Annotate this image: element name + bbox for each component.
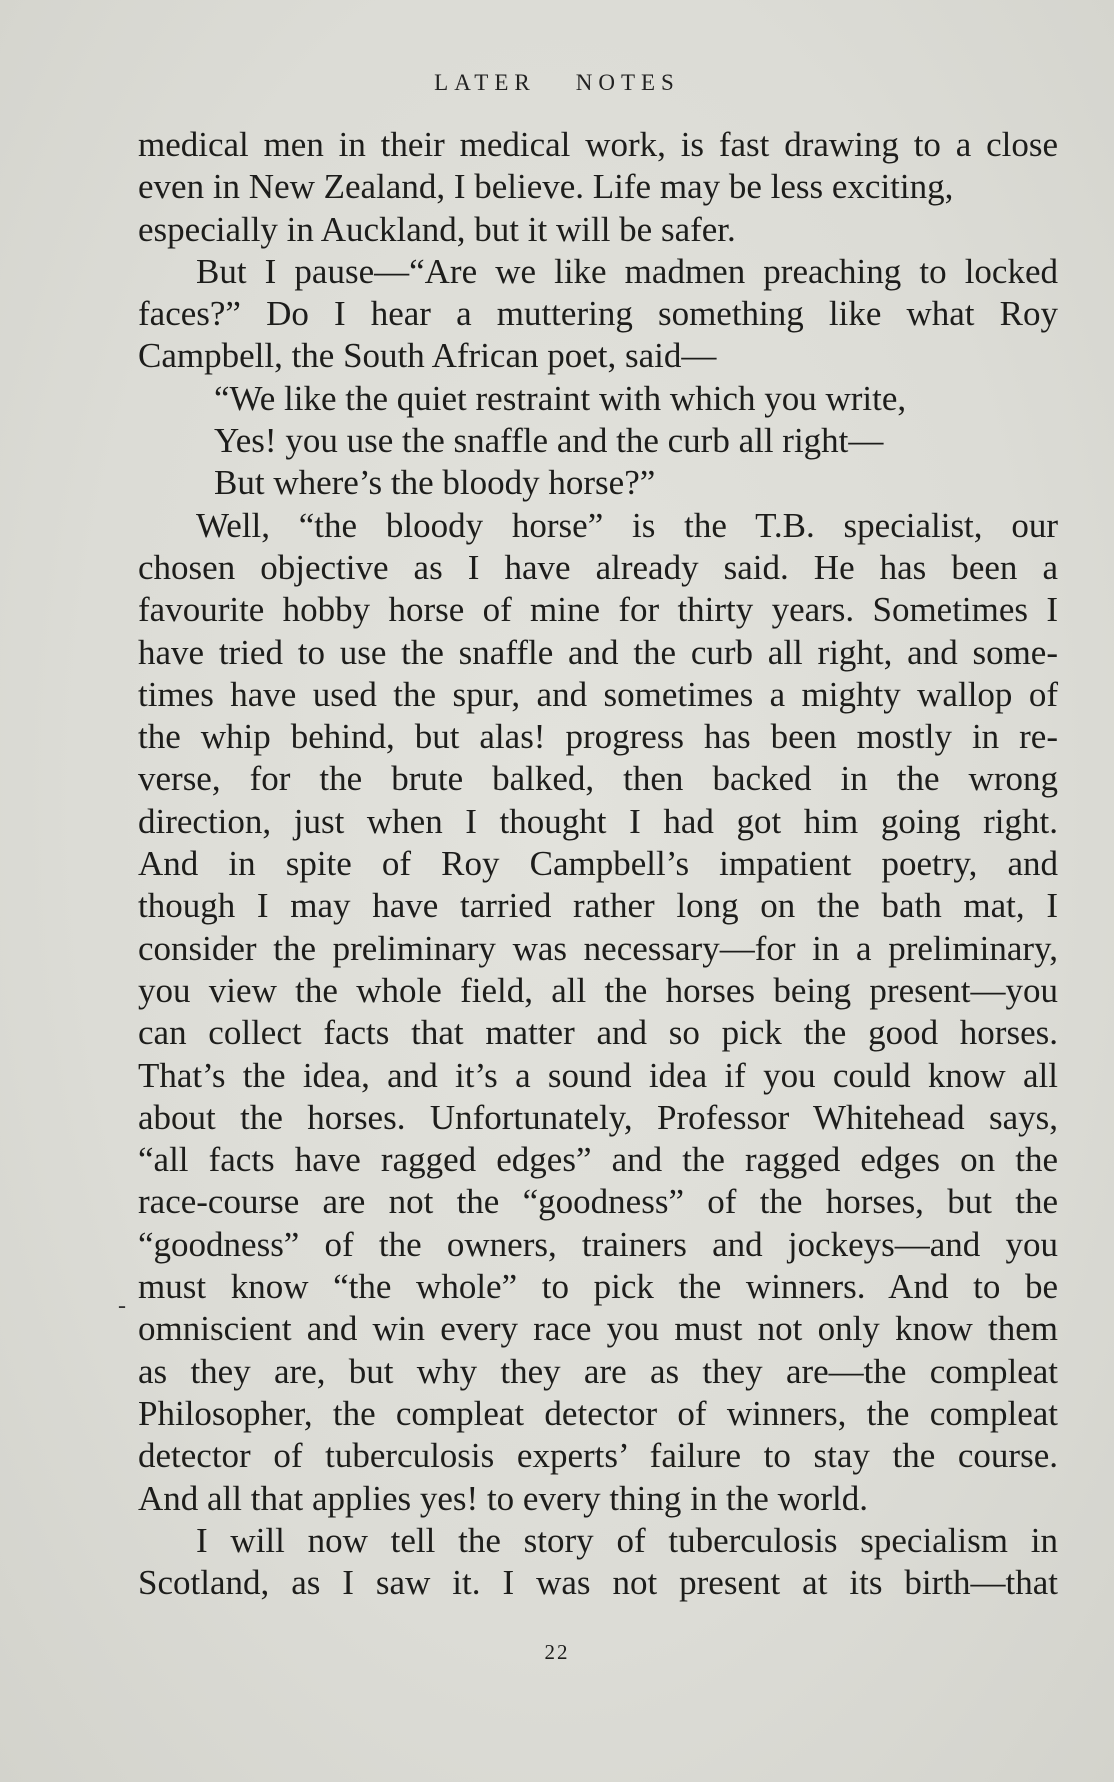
text-line: But I pause—“Are we like madmen preaching to locked bbox=[196, 251, 1058, 291]
text-line: times have used the spur, and sometimes a mighty wallop of bbox=[138, 674, 1058, 714]
text-line: race-course are not the “goodness” of the horses, but the bbox=[138, 1182, 1058, 1222]
margin-pencil-mark: - bbox=[118, 1293, 126, 1319]
running-head-word-later: LATER bbox=[434, 70, 536, 95]
text-line: as they are, but why they are as they are—the compleat bbox=[138, 1351, 1058, 1391]
text-line: I will now tell the story of tuberculosis specialism in bbox=[196, 1520, 1058, 1560]
text-line: Well, “the bloody horse” is the T.B. specialist, our bbox=[196, 505, 1058, 545]
text-line: especially in Auckland, but it will be safer. bbox=[138, 209, 736, 249]
text-line: though I may have tarried rather long on the bath mat, I bbox=[138, 886, 1058, 926]
text-line: Campbell, the South African poet, said— bbox=[138, 336, 717, 376]
verse-line: But where’s the bloody horse?” bbox=[214, 463, 656, 503]
text-line: chosen objective as I have already said. He has been a bbox=[138, 547, 1058, 587]
text-line: “goodness” of the owners, trainers and jockeys—and you bbox=[138, 1224, 1058, 1264]
text-line: medical men in their medical work, is fast drawing to a close bbox=[138, 125, 1058, 164]
verse-line: Yes! you use the snaffle and the curb all right— bbox=[214, 421, 884, 461]
text-line: verse, for the brute balked, then backed in the wrong bbox=[138, 759, 1058, 799]
text-line: That’s the idea, and it’s a sound idea if you could know all bbox=[138, 1055, 1058, 1095]
text-line: And in spite of Roy Campbell’s impatient poetry, and bbox=[138, 844, 1058, 884]
verse-line: “We like the quiet restraint with which you write, bbox=[214, 378, 907, 418]
text-line: the whip behind, but alas! progress has been mostly in re- bbox=[138, 717, 1058, 757]
text-line: direction, just when I thought I had got him going right. bbox=[138, 801, 1058, 841]
text-line: favourite hobby horse of mine for thirty years. Sometimes I bbox=[138, 590, 1058, 630]
text-line: Philosopher, the compleat detector of winners, the compleat bbox=[138, 1393, 1058, 1433]
text-line: can collect facts that matter and so pick the good horses. bbox=[138, 1013, 1058, 1053]
text-line: And all that applies yes! to every thing in the world. bbox=[138, 1478, 868, 1518]
text-line: consider the preliminary was necessary—for in a preliminary, bbox=[138, 928, 1058, 968]
text-line: have tried to use the snaffle and the curb all right, and some- bbox=[138, 632, 1058, 672]
text-line: about the horses. Unfortunately, Professor Whitehead says, bbox=[138, 1097, 1058, 1137]
text-line: must know “the whole” to pick the winners. And to be bbox=[138, 1267, 1058, 1307]
page-number: 22 bbox=[544, 1640, 570, 1664]
body-text bbox=[138, 124, 1058, 1604]
running-head bbox=[0, 70, 1114, 96]
text-line: you view the whole field, all the horses being present—you bbox=[138, 970, 1058, 1010]
text-line: “all facts have ragged edges” and the ragged edges on the bbox=[138, 1140, 1058, 1180]
text-line: omniscient and win every race you must not only know them bbox=[138, 1309, 1058, 1349]
text-line: even in New Zealand, I believe. Life may be less exciting, bbox=[138, 167, 954, 207]
text-line: faces?” Do I hear a muttering something like what Roy bbox=[138, 294, 1058, 334]
text-line: Scotland, as I saw it. I was not present at its birth—that bbox=[138, 1563, 1058, 1603]
running-head-word-notes: NOTES bbox=[575, 70, 680, 95]
text-line: detector of tuberculosis experts’ failure to stay the course. bbox=[138, 1436, 1058, 1476]
